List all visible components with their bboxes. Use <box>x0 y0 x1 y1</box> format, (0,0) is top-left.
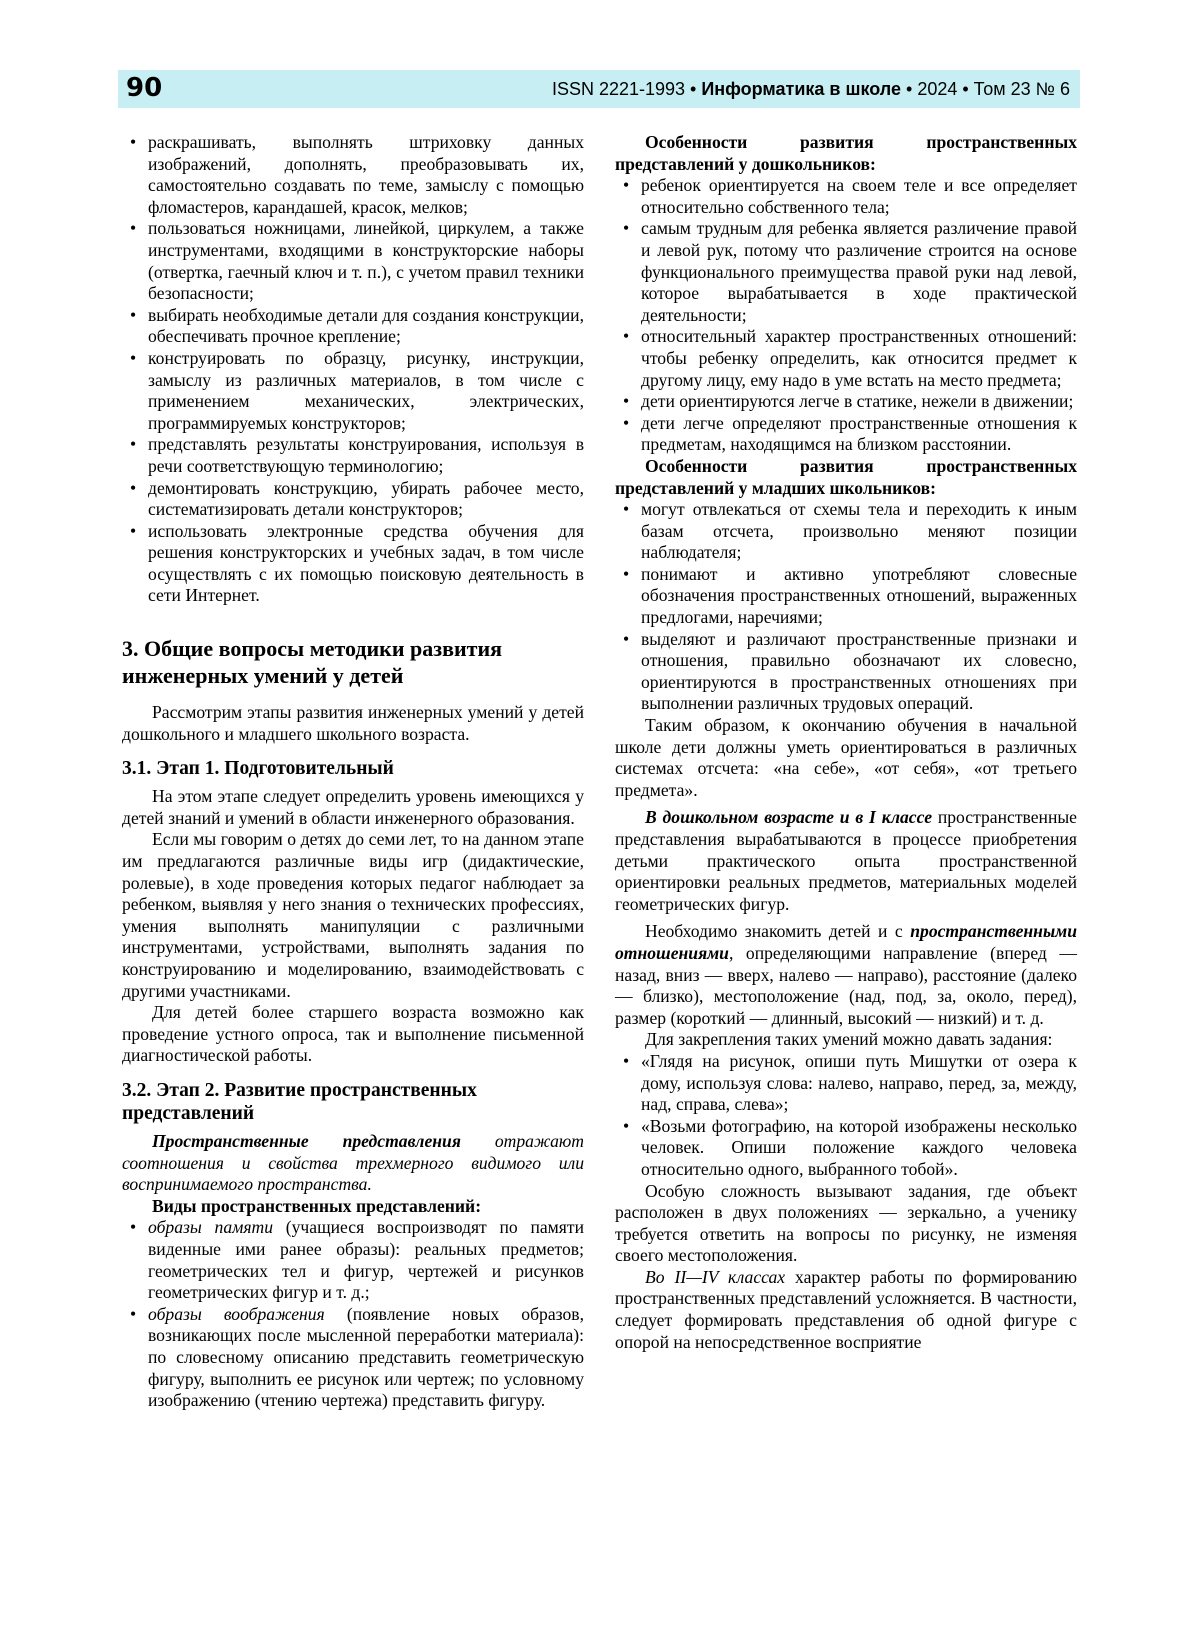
junior-heading: Особенности развития пространственных представлений у младших школьников: <box>615 455 1077 498</box>
kind-term: образы памяти <box>148 1217 274 1238</box>
left-column <box>122 132 584 1412</box>
emphasis: пространственными отношениями <box>615 921 1077 963</box>
journal-info <box>552 79 1070 100</box>
section-3-heading: 3. Общие вопросы методики развития инженерных умений у детей <box>122 636 503 689</box>
list-item: • выделяют и различают пространственные признаки и отношения, правильно обозначают их словесно, ориентируются в пространственных отношениях при выполнении различных трудовых операций. <box>615 629 1077 715</box>
preschool-list <box>615 175 1077 456</box>
list-item: • могут отвлекаться от схемы тела и переходить к иным базам отсчета, произвольно меняют позиции наблюдателя; <box>615 499 1077 564</box>
list-item: • пользоваться ножницами, линейкой, циркулем, а также инструментами, входящими в конструкторские наборы (отвертка, гаечный ключ и т. п.), с учетом правил техники безопасности; <box>122 218 584 304</box>
right-column <box>615 132 1077 1353</box>
kind-text: (появление новых образов, возникающих после мысленной переработки материала): по словесному описанию представить геометрическую фигуру, выполнить ее рисунок или чертеж; по условному изображению (чтению чертежа) представить фигуру. <box>148 1303 585 1411</box>
preschool-heading: Особенности развития пространственных представлений у дошкольников: <box>615 132 1077 174</box>
list-item: • дети легче определяют пространственные отношения к предметам, находящимся на близком расстоянии. <box>615 413 1077 456</box>
definition-term: Пространственные представления <box>152 1130 461 1151</box>
list-item: • раскрашивать, выполнять штриховку данных изображений, дополнять, преобразовывать их, самостоятельно создавать по теме, замыслу с помощью фломастеров, карандашей, красок, мелков; <box>122 132 584 218</box>
page-number: 90 <box>126 73 163 103</box>
definition-paragraph <box>122 1131 584 1196</box>
journal-title: Информатика в школе <box>701 79 902 99</box>
issn: ISSN 2221-1993 • <box>551 79 702 99</box>
skills-list <box>122 132 584 607</box>
list-item: • самым трудным для ребенка является различение правой и левой рук, потому что различение строится на основе функционального преимущества правой руки над левой, которое вырабатывается в ходе практической деятельности; <box>615 218 1077 326</box>
paragraph-text: Необходимо знакомить детей и с <box>645 921 911 942</box>
kinds-list <box>122 1217 584 1411</box>
list-item: • дети ориентируются легче в статике, нежели в движении; <box>615 391 1077 413</box>
section-3-1-heading: 3.1. Этап 1. Подготовительный <box>122 758 394 780</box>
paragraph-text: , определяющими направление (вперед — назад, вниз — вверх, налево — направо), расстояние (далеко — близко), местоположение (над, под, за, около, перед), размер (короткий — длинный, высокий — низкий) и т. д. <box>615 942 1077 1028</box>
tasks-list <box>615 1051 1077 1181</box>
emphasis: Во II—IV классах <box>645 1266 786 1287</box>
paragraph: Для детей более старшего возраста возможно как проведение устного опроса, так и выполнение письменной диагностической работы. <box>122 1002 584 1066</box>
paragraph: Если мы говорим о детях до семи лет, то на данном этапе им предлагаются различные виды игр (дидактические, ролевые), в ходе проведения которых педагог наблюдает за ребенком, выявляя у него знания о технических профессиях, умения выполнять манипуляции с различными инструментами, устройствами, выполнять задания по конструированию и моделированию, взаимодействовать с другими участниками. <box>122 829 584 1001</box>
list-item: • выбирать необходимые детали для создания конструкции, обеспечивать прочное крепление; <box>122 305 584 348</box>
list-item: • «Глядя на рисунок, опиши путь Мишутки от озера к дому, используя слова: налево, направо, перед, за, между, над, справа, слева»; <box>615 1051 1077 1116</box>
section-3-2-heading: 3.2. Этап 2. Развитие пространственных представлений <box>122 1079 477 1124</box>
paragraph: Для закрепления таких умений можно давать задания: <box>645 1029 1053 1050</box>
paragraph: Таким образом, к окончанию обучения в начальной школе дети должны уметь ориентироваться в различных системах отсчета: «на себе», «от себя», «от третьего предмета». <box>615 715 1077 800</box>
section-3-intro: Рассмотрим этапы развития инженерных умений у детей дошкольного и младшего школьного возраста. <box>122 702 584 744</box>
list-item <box>122 1217 584 1303</box>
issue-info: • 2024 • Том 23 № 6 <box>901 79 1070 99</box>
emphasis: В дошкольном возрасте и в I классе <box>645 807 933 828</box>
list-item: • относительный характер пространственных отношений: чтобы ребенку определить, как относится предмет к другому лицу, ему надо в уме встать на место предмета; <box>615 326 1077 391</box>
paragraph <box>615 807 1077 915</box>
list-item: • «Возьми фотографию, на которой изображены несколько человек. Опиши положение каждого человека относительно одного, выбранного тобой». <box>615 1116 1077 1181</box>
list-item: • представлять результаты конструирования, используя в речи соответствующую терминологию; <box>122 434 584 477</box>
list-item: • демонтировать конструкцию, убирать рабочее место, систематизировать детали конструкторов; <box>122 478 584 521</box>
kinds-heading: Виды пространственных представлений: <box>152 1195 482 1216</box>
running-header <box>118 70 1080 108</box>
list-item: • использовать электронные средства обучения для решения конструкторских и учебных задач, в том числе осуществлять с их помощью поисковую деятельность в сети Интернет. <box>122 521 584 607</box>
junior-list <box>615 499 1077 715</box>
list-item: • ребенок ориентируется на своем теле и все определяет относительно собственного тела; <box>615 175 1077 218</box>
paragraph <box>615 1267 1077 1353</box>
paragraph <box>615 921 1077 1029</box>
definition-text: отражают соотношения и свойства трехмерного видимого или воспринимаемого пространства. <box>122 1130 584 1195</box>
paragraph-text: характер работы по формированию пространственных представлений усложняется. В частности, следует формировать представления об одной фигуре с опорой на непосредственное восприятие <box>615 1266 1077 1352</box>
paragraph-text: пространственные представления вырабатываются в процессе приобретения детьми практического опыта пространственной ориентировки реальных предметов, материальных моделей геометрических фигур. <box>615 807 1077 914</box>
kind-term: образы воображения <box>148 1303 325 1324</box>
paragraph: На этом этапе следует определить уровень имеющихся у детей знаний и умений в области инженерного образования. <box>122 786 584 828</box>
list-item: • конструировать по образцу, рисунку, инструкции, замыслу из различных материалов, в том числе с применением механических, электрических, программируемых конструкторов; <box>122 348 584 434</box>
kind-text: (учащиеся воспроизводят по памяти виденные ими ранее образы): реальных предметов; геометрических тел и фигур, чертежей и рисунков геометрических фигур и т. д.; <box>148 1217 584 1303</box>
list-item <box>122 1304 584 1412</box>
paragraph: Особую сложность вызывают задания, где объект расположен в двух положениях — зеркально, а ученику требуется ответить на вопросы по рисунку, не изменяя своего местоположения. <box>615 1180 1077 1266</box>
list-item: • понимают и активно употребляют словесные обозначения пространственных отношений, выраженных предлогами, наречиями; <box>615 564 1077 629</box>
